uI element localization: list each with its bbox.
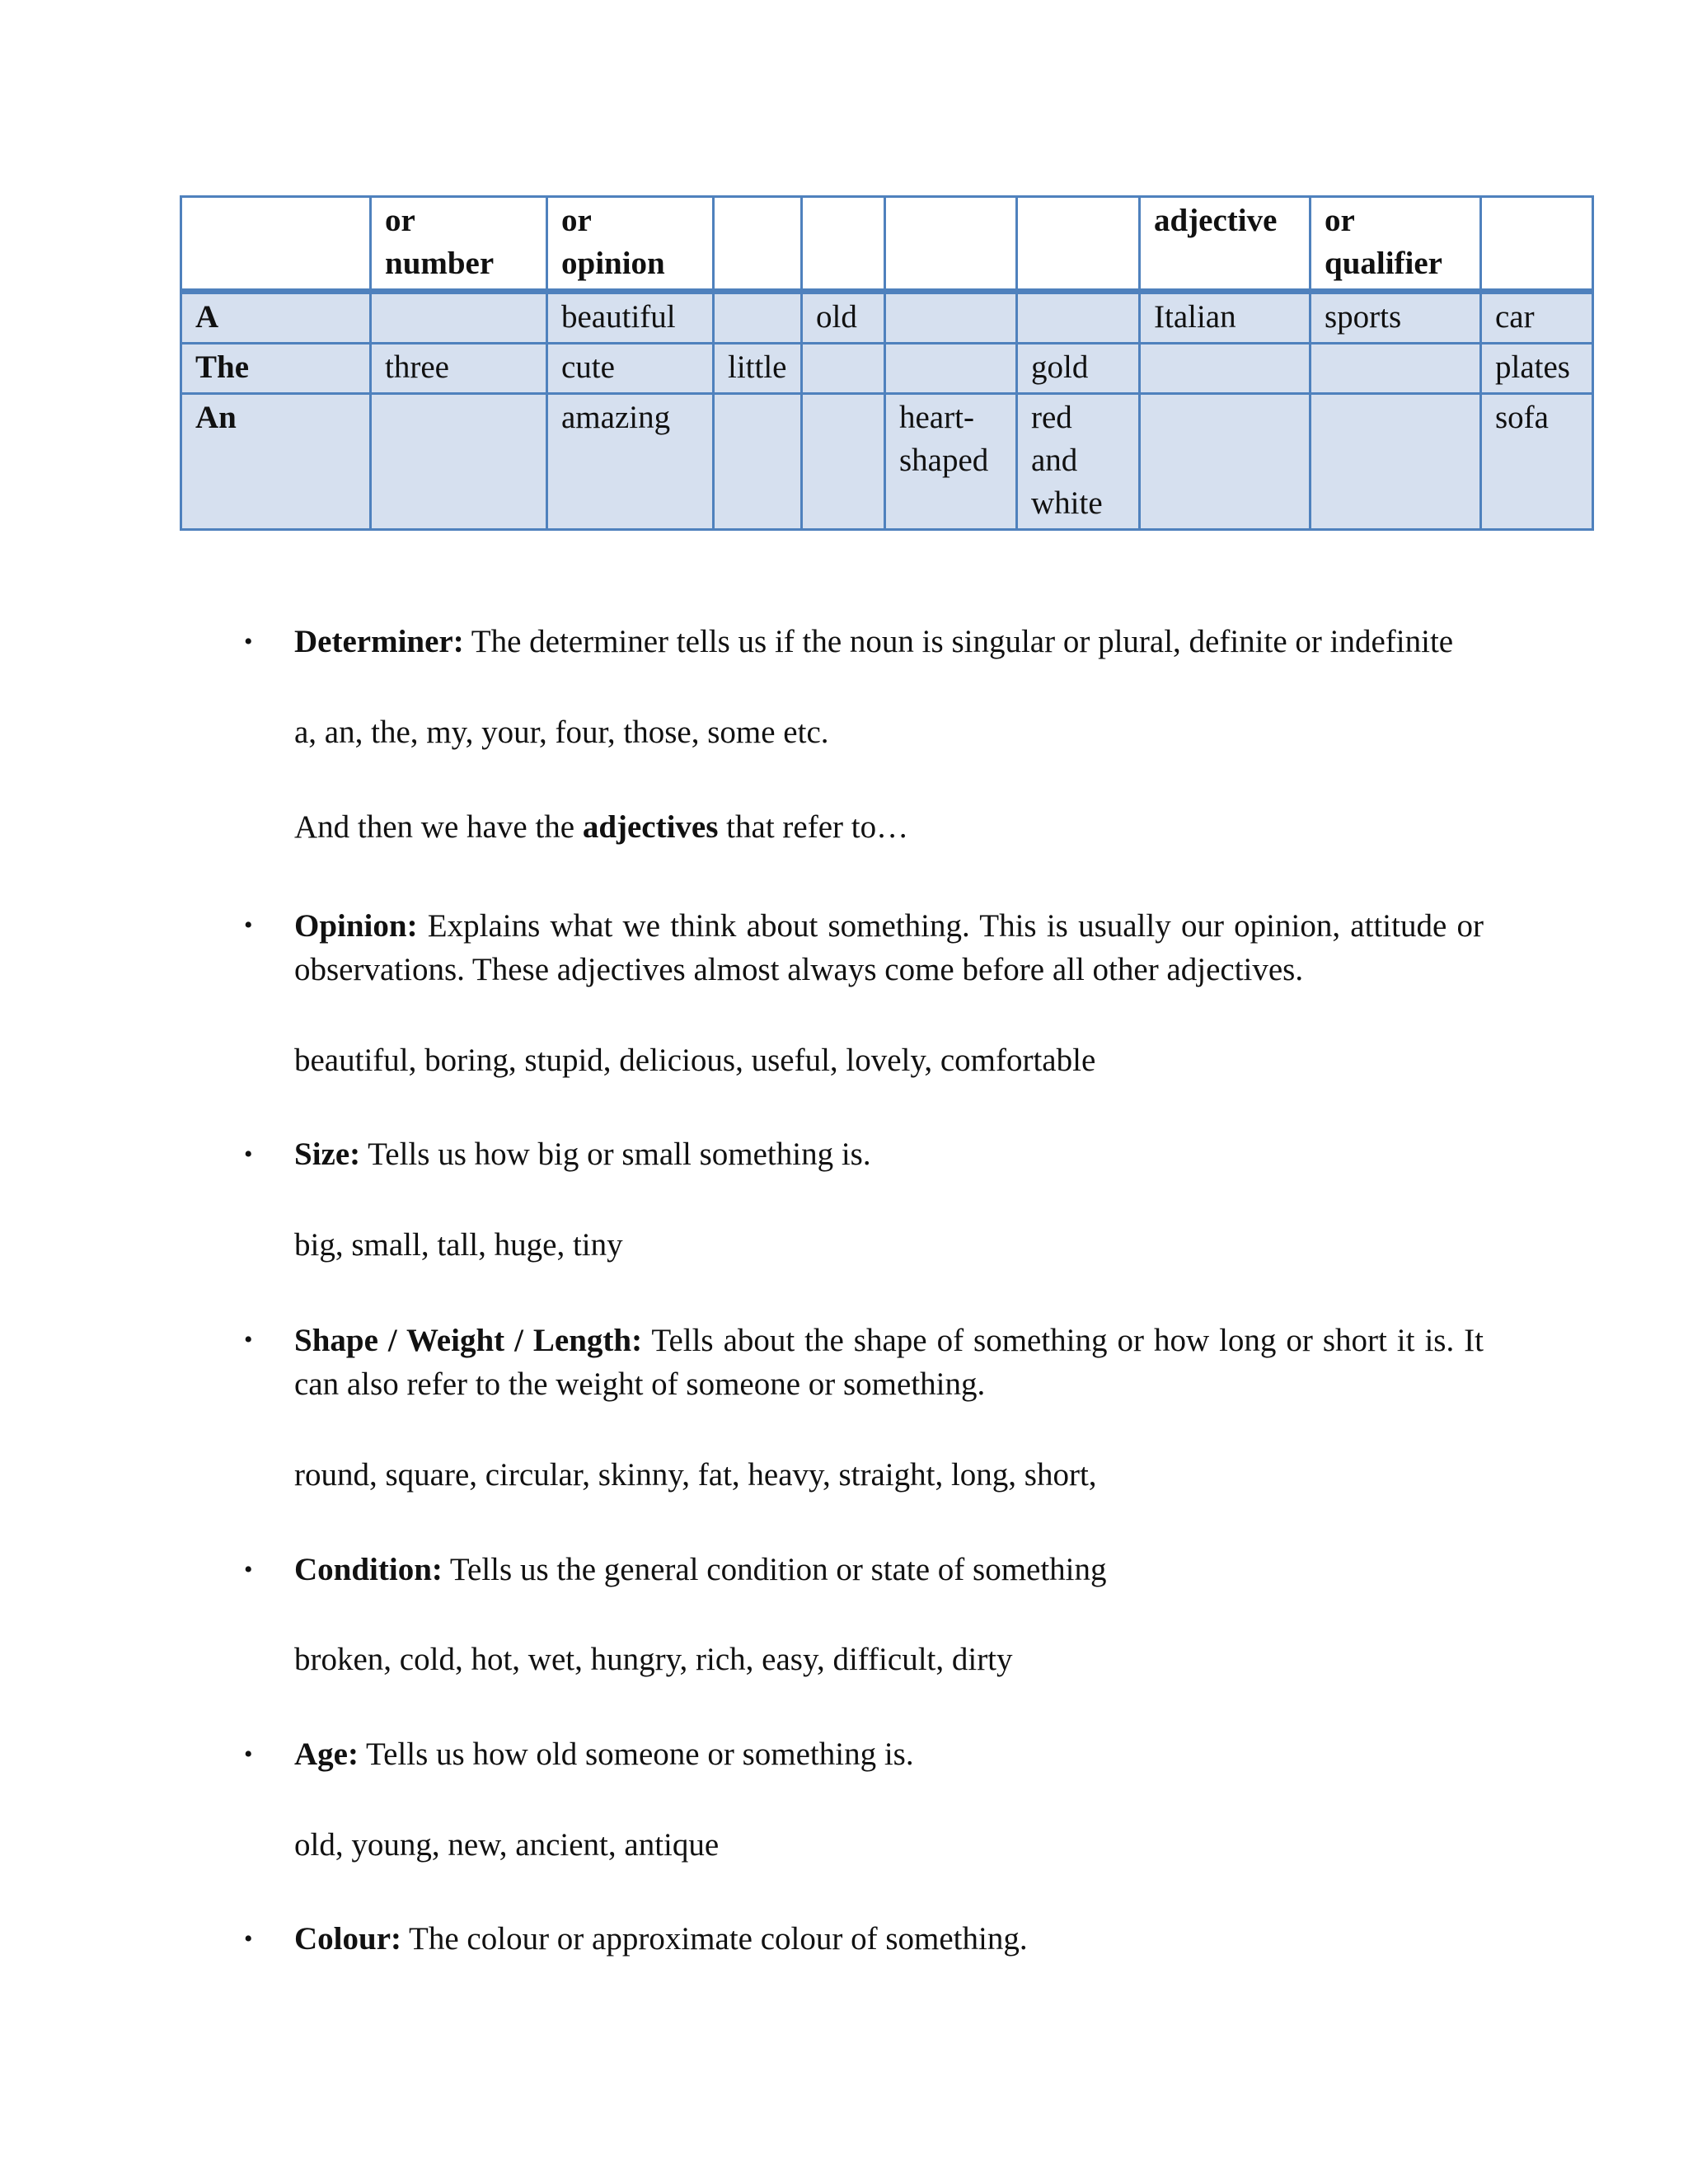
shape-definition xyxy=(294,1319,1484,1406)
table-cell: cute xyxy=(547,344,714,394)
determiner-definition xyxy=(294,621,1453,663)
age-examples: old, young, new, ancient, antique xyxy=(294,1827,720,1863)
table-cell xyxy=(1140,344,1311,394)
bullet-size: • xyxy=(244,1141,253,1168)
table-cell: or opinion xyxy=(547,197,714,292)
age-text: Tells us how old someone or something is. xyxy=(358,1736,914,1772)
table-cell xyxy=(371,292,547,344)
adjectives-intro xyxy=(294,806,908,849)
bullet-opinion: • xyxy=(244,912,253,939)
condition-text: Tells us the general condition or state of something xyxy=(442,1552,1107,1587)
opinion-label: Opinion: xyxy=(294,908,418,944)
adjective-order-table xyxy=(180,195,1594,531)
table-cell: Italian xyxy=(1140,292,1311,344)
table-cell xyxy=(714,197,802,292)
determiner-text: The determiner tells us if the noun is singular or plural, definite or indefinite xyxy=(463,624,1454,659)
determiner-label: Determiner: xyxy=(294,624,464,659)
shape-text: Tells about the shape of something or how long or short it is. It can also refer to the weight of someone or something. xyxy=(294,1323,1484,1402)
table-cell xyxy=(885,292,1017,344)
table-cell xyxy=(1311,344,1481,394)
table-cell xyxy=(181,197,371,292)
condition-examples: broken, cold, hot, wet, hungry, rich, easy, difficult, dirty xyxy=(294,1642,1013,1677)
shape-label: Shape / Weight / Length: xyxy=(294,1323,643,1358)
intro-before: And then we have the xyxy=(294,809,583,845)
table-body xyxy=(181,197,1593,530)
table-cell xyxy=(714,394,802,530)
table-cell xyxy=(714,292,802,344)
table-cell: The xyxy=(181,344,371,394)
table-cell: red and white xyxy=(1017,394,1140,530)
colour-definition xyxy=(294,1918,1028,1961)
intro-bold: adjectives xyxy=(582,809,719,845)
table-cell: car xyxy=(1481,292,1593,344)
bullet-condition: • xyxy=(244,1556,253,1583)
table-cell xyxy=(885,197,1017,292)
table-cell: adjective xyxy=(1140,197,1311,292)
table-cell xyxy=(802,344,885,394)
table-cell xyxy=(1481,197,1593,292)
table-cell: or qualifier xyxy=(1311,197,1481,292)
colour-text: The colour or approximate colour of something. xyxy=(401,1921,1028,1957)
table-row xyxy=(181,292,1593,344)
colour-label: Colour: xyxy=(294,1921,401,1957)
size-definition xyxy=(294,1133,871,1176)
table-cell: sofa xyxy=(1481,394,1593,530)
bullet-shape: • xyxy=(244,1326,253,1353)
table-cell: amazing xyxy=(547,394,714,530)
table-cell: beautiful xyxy=(547,292,714,344)
table-header-row xyxy=(181,197,1593,292)
opinion-examples: beautiful, boring, stupid, delicious, useful, lovely, comfortable xyxy=(294,1043,1096,1078)
size-examples: big, small, tall, huge, tiny xyxy=(294,1227,623,1263)
condition-label: Condition: xyxy=(294,1552,443,1587)
table-cell xyxy=(885,344,1017,394)
table-row xyxy=(181,344,1593,394)
table-cell xyxy=(1017,292,1140,344)
table-row xyxy=(181,394,1593,530)
table-cell: little xyxy=(714,344,802,394)
table-cell xyxy=(1017,197,1140,292)
table-cell xyxy=(1311,394,1481,530)
table-cell: gold xyxy=(1017,344,1140,394)
table-cell: or number xyxy=(371,197,547,292)
table-cell xyxy=(802,394,885,530)
size-text: Tells us how big or small something is. xyxy=(360,1137,871,1172)
bullet-colour: • xyxy=(244,1925,253,1952)
table-cell xyxy=(802,197,885,292)
opinion-definition xyxy=(294,904,1484,991)
shape-examples: round, square, circular, skinny, fat, heavy, straight, long, short, xyxy=(294,1457,1097,1493)
table-cell xyxy=(1140,394,1311,530)
intro-after: that refer to… xyxy=(718,809,909,845)
table-cell: three xyxy=(371,344,547,394)
size-label: Size: xyxy=(294,1137,361,1172)
bullet-age: • xyxy=(244,1741,253,1768)
table-cell: plates xyxy=(1481,344,1593,394)
table-cell: A xyxy=(181,292,371,344)
bullet-determiner: • xyxy=(244,628,253,655)
table-cell xyxy=(371,394,547,530)
determiner-examples: a, an, the, my, your, four, those, some etc. xyxy=(294,715,829,750)
table-cell: An xyxy=(181,394,371,530)
opinion-text: Explains what we think about something. This is usually our opinion, attitude or observations. These adjectives almost always come before all other adjectives. xyxy=(294,908,1484,987)
table-cell: old xyxy=(802,292,885,344)
table-cell: sports xyxy=(1311,292,1481,344)
age-definition xyxy=(294,1733,914,1776)
age-label: Age: xyxy=(294,1736,359,1772)
table-cell: heart- shaped xyxy=(885,394,1017,530)
condition-definition xyxy=(294,1549,1107,1591)
